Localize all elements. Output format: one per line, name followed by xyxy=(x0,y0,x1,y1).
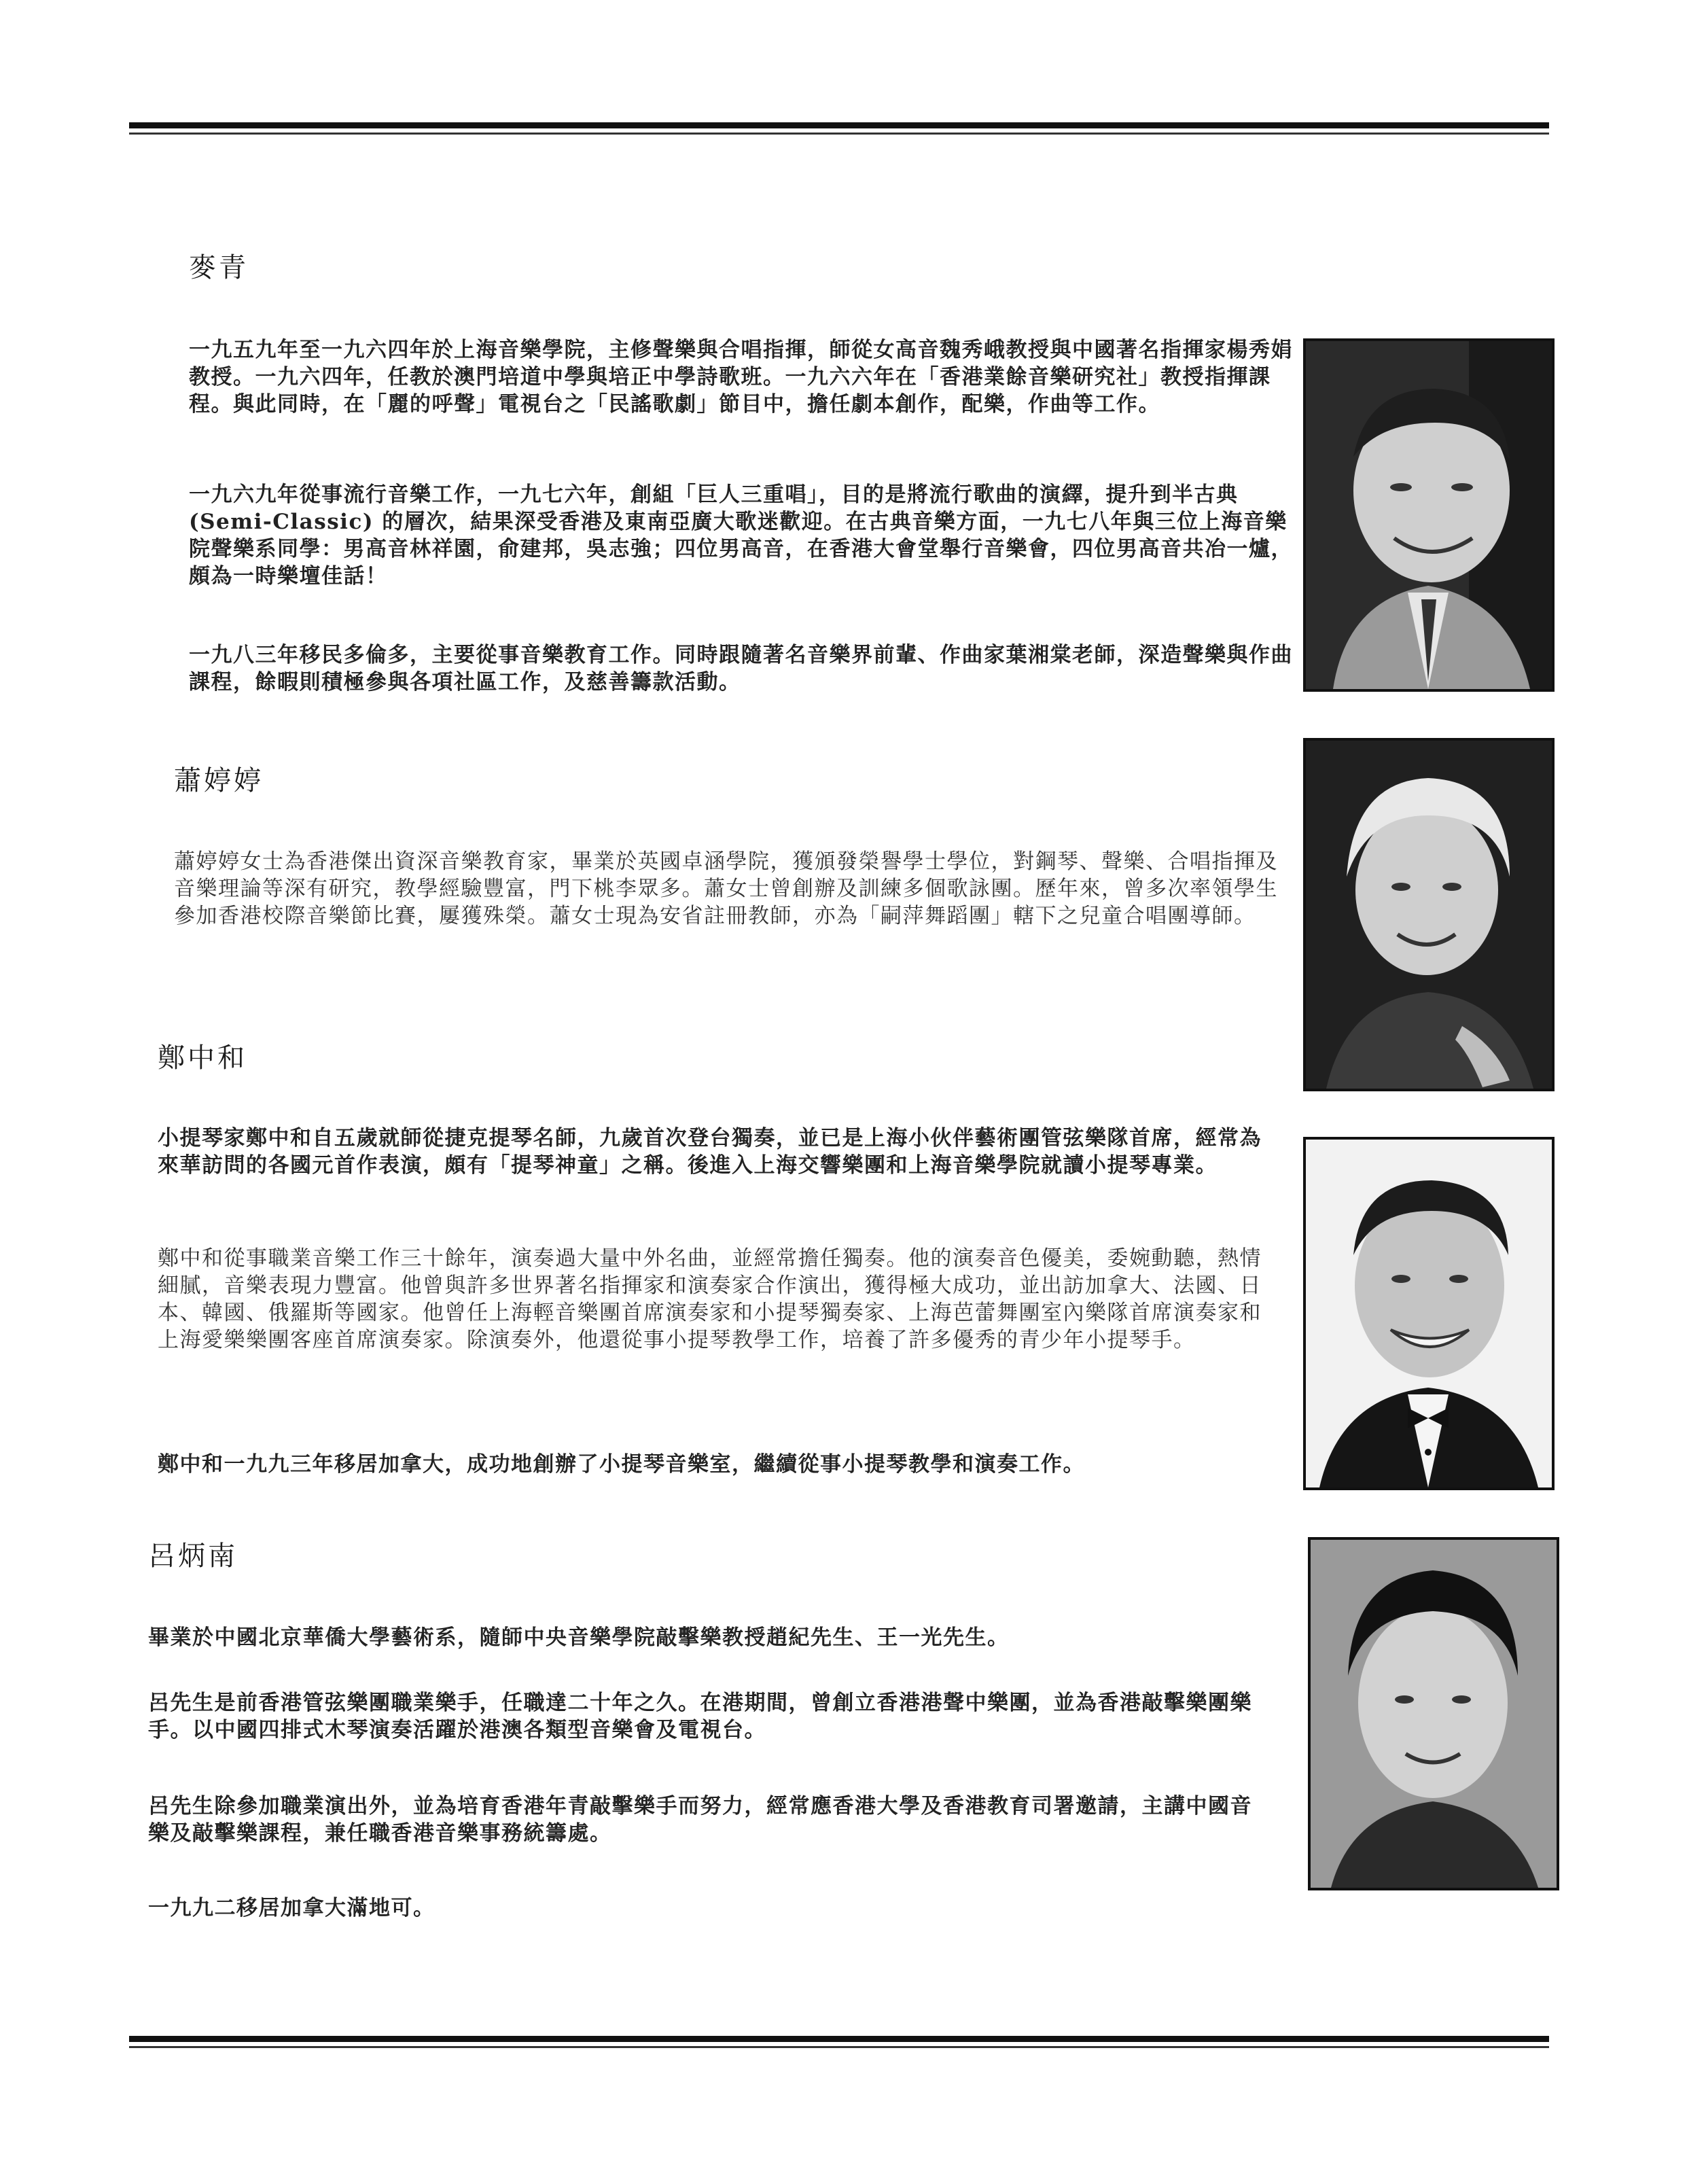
portrait-photo-mak-ching xyxy=(1303,338,1555,692)
section-4-paragraph-3: 呂先生除參加職業演出外，並為培育香港年青敲擊樂手而努力，經常應香港大學及香港教育司署邀請，主講中國音樂及敲擊樂課程，兼任職香港音樂事務統籌處。 xyxy=(148,1794,1252,1846)
top-divider xyxy=(129,122,1549,135)
section-name-siu-ting-ting: 蕭婷婷 xyxy=(174,765,264,796)
section-2-paragraph-1: 蕭婷婷女士為香港傑出資深音樂教育家，畢業於英國卓涵學院，獲頒發榮譽學士學位，對鋼琴、聲樂、合唱指揮及音樂理論等深有研究，教學經驗豐富，門下桃李眾多。蕭女士曾創辦及訓練多個歌詠團。歷年來，曾多次率領學生參加香港校際音樂節比賽，屢獲殊榮。蕭女士現為安省註冊教師，亦為「嗣萍舞蹈團」轄下之兒童合唱團導師。 xyxy=(174,849,1278,928)
section-name-cheng-chung-wo: 鄭中和 xyxy=(158,1042,247,1074)
section-1-paragraph-2: 一九六九年從事流行音樂工作，一九七六年，創組「巨人三重唱」，目的是將流行歌曲的演繹，提升到半古典(Semi-Classic) 的層次，結果深受香港及東南亞廣大歌迷歡迎。在古典音樂方面，一九七八年與三位上海音樂院聲樂系同學：男高音林祥園，俞建邦，吳志強；四位男高音，在香港大會堂舉行音樂會，四位男高音共冶一爐，頗為一時樂壇佳話！ xyxy=(189,482,1293,588)
section-3-paragraph-3: 鄭中和一九九三年移居加拿大，成功地創辦了小提琴音樂室，繼續從事小提琴教學和演奏工作。 xyxy=(158,1452,1085,1477)
portrait-photo-lui-ping-nam xyxy=(1308,1537,1559,1890)
section-1-paragraph-1: 一九五九年至一九六四年於上海音樂學院，主修聲樂與合唱指揮，師從女高音魏秀峨教授與中國著名指揮家楊秀娟教授。一九六四年，任教於澳門培道中學與培正中學詩歌班。一九六六年在「香港業餘音樂研究社」教授指揮課程。與此同時，在「麗的呼聲」電視台之「民謠歌劇」節目中，擔任劇本創作，配樂，作曲等工作。 xyxy=(189,338,1293,417)
section-4-paragraph-1: 畢業於中國北京華僑大學藝術系，隨師中央音樂學院敲擊樂教授趙紀先生、王一光先生。 xyxy=(148,1625,1010,1650)
portrait-photo-cheng-chung-wo xyxy=(1303,1137,1555,1490)
section-3-paragraph-1: 小提琴家鄭中和自五歲就師從捷克提琴名師，九歲首次登台獨奏，並已是上海小伙伴藝術團管弦樂隊首席，經常為來華訪問的各國元首作表演，頗有「提琴神童」之稱。後進入上海交響樂團和上海音樂學院就讀小提琴專業。 xyxy=(158,1126,1262,1178)
section-4-paragraph-4: 一九九二移居加拿大滿地可。 xyxy=(148,1896,436,1920)
section-name-lui-ping-nam: 呂炳南 xyxy=(148,1540,238,1572)
section-name-mak-ching: 麥青 xyxy=(189,252,249,283)
section-4-paragraph-2: 呂先生是前香港管弦樂團職業樂手，任職達二十年之久。在港期間，曾創立香港港聲中樂團，並為香港敲擊樂團樂手。以中國四排式木琴演奏活躍於港澳各類型音樂會及電視台。 xyxy=(148,1691,1252,1742)
bottom-divider xyxy=(129,2036,1549,2048)
section-1-paragraph-3: 一九八三年移民多倫多，主要從事音樂教育工作。同時跟隨著名音樂界前輩、作曲家葉湘棠老師，深造聲樂與作曲課程，餘暇則積極參與各項社區工作，及慈善籌款活動。 xyxy=(189,643,1293,694)
section-3-paragraph-2: 鄭中和從事職業音樂工作三十餘年，演奏過大量中外名曲，並經常擔任獨奏。他的演奏音色優美，委婉動聽，熱情細膩，音樂表現力豐富。他曾與許多世界著名指揮家和演奏家合作演出，獲得極大成功，並出訪加拿大、法國、日本、韓國、俄羅斯等國家。他曾任上海輕音樂團首席演奏家和小提琴獨奏家、上海芭蕾舞團室內樂隊首席演奏家和上海愛樂樂團客座首席演奏家。除演奏外，他還從事小提琴教學工作，培養了許多優秀的青少年小提琴手。 xyxy=(158,1246,1262,1352)
portrait-photo-siu-ting-ting xyxy=(1303,738,1555,1091)
